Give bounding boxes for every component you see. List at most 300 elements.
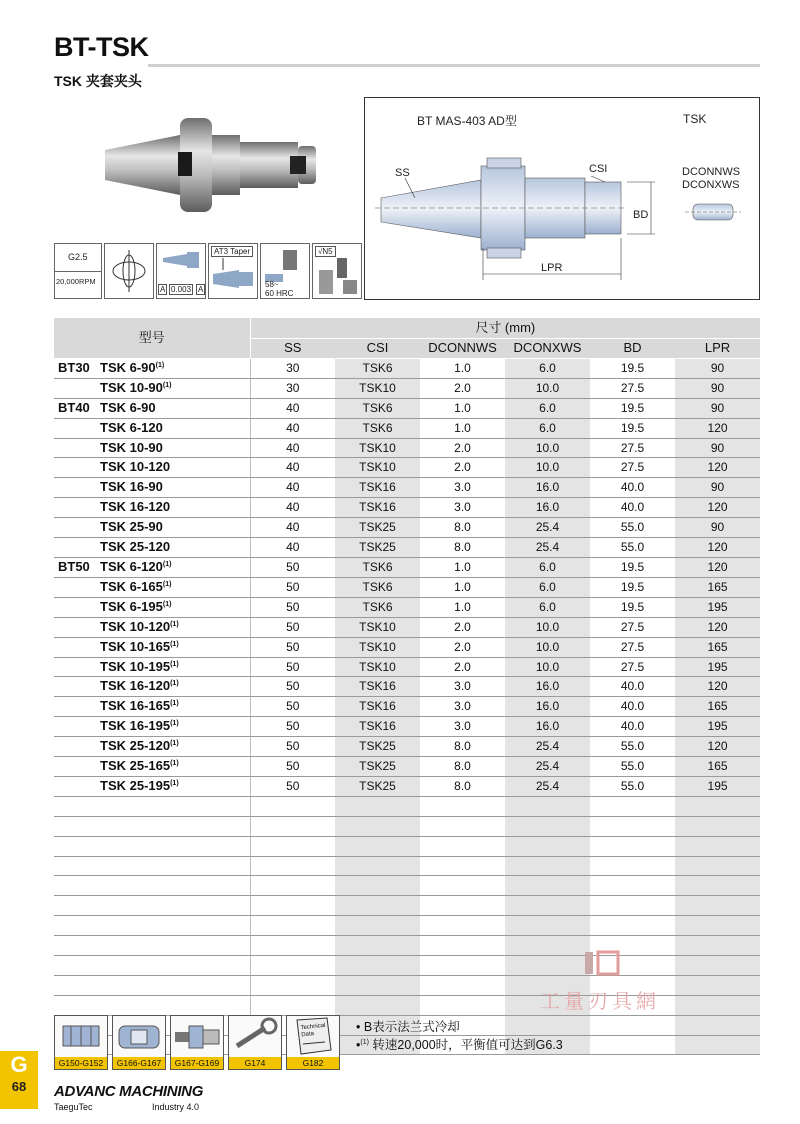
empty-cell: [250, 856, 335, 876]
model-header: 型号: [54, 318, 250, 358]
footnote-mark: (1): [162, 580, 172, 588]
model-cell: [54, 498, 250, 518]
cell-csi: TSK10: [335, 458, 420, 478]
cell-dconxws: 10.0: [505, 617, 590, 637]
empty-cell: [250, 896, 335, 916]
empty-cell: [590, 876, 675, 896]
brand-logo: [54, 1083, 204, 1112]
table-row: [54, 438, 760, 458]
model-cell: [54, 697, 250, 717]
model-name: TSK 10-120: [100, 618, 171, 634]
model-cell: [54, 358, 250, 378]
cell-lpr: 120: [675, 458, 760, 478]
col-header: BD: [590, 339, 675, 359]
empty-cell: [675, 1015, 760, 1035]
empty-cell: [675, 796, 760, 816]
cell-csi: TSK16: [335, 697, 420, 717]
cell-csi: TSK10: [335, 637, 420, 657]
model-cell: [54, 378, 250, 398]
cell-lpr: 195: [675, 776, 760, 796]
balance-icon: [104, 243, 154, 299]
cell-dconxws: 6.0: [505, 418, 590, 438]
empty-cell: [590, 836, 675, 856]
table-row: [54, 498, 760, 518]
model-name: TSK 16-90: [100, 479, 163, 495]
empty-cell: [420, 796, 505, 816]
cell-ss: 30: [250, 378, 335, 398]
empty-cell: [675, 876, 760, 896]
empty-row: [54, 916, 760, 936]
cell-dconxws: 10.0: [505, 657, 590, 677]
cell-dconnws: 3.0: [420, 697, 505, 717]
model-cell: [54, 557, 250, 577]
cell-lpr: 90: [675, 478, 760, 498]
table-row: [54, 418, 760, 438]
cell-ss: 50: [250, 717, 335, 737]
cell-ss: 40: [250, 398, 335, 418]
model-cell: [54, 637, 250, 657]
cell-lpr: 195: [675, 717, 760, 737]
watermark-text: 工量刃具網: [540, 991, 660, 1013]
cell-dconnws: 2.0: [420, 637, 505, 657]
model-name: TSK 10-195: [100, 658, 171, 674]
cell-csi: TSK16: [335, 498, 420, 518]
note-2: •$^{(1)}$ 转速20,000时，平衡值可达到G6.3: [356, 1038, 563, 1052]
page-subtitle: TSK 夹套夹头: [54, 73, 142, 89]
empty-cell: [335, 876, 420, 896]
table-row: [54, 577, 760, 597]
empty-cell: [335, 796, 420, 816]
cell-csi: TSK25: [335, 538, 420, 558]
cell-csi: TSK10: [335, 657, 420, 677]
cell-bd: 40.0: [590, 478, 675, 498]
empty-row: [54, 836, 760, 856]
footnote-mark: (1): [170, 779, 179, 787]
cell-bd: 27.5: [590, 637, 675, 657]
cell-ss: 50: [250, 737, 335, 757]
cell-csi: TSK25: [335, 518, 420, 538]
cell-csi: TSK10: [335, 438, 420, 458]
cell-bd: 40.0: [590, 697, 675, 717]
empty-cell: [505, 836, 590, 856]
brand-company: TaeguTec: [54, 1102, 93, 1112]
brand-tagline: Industry 4.0: [152, 1102, 200, 1112]
empty-cell: [420, 936, 505, 956]
empty-cell: [675, 896, 760, 916]
footnote-mark: (1): [155, 361, 165, 369]
cell-dconxws: 10.0: [505, 378, 590, 398]
spindle-group: BT40: [58, 399, 90, 415]
empty-cell: [590, 816, 675, 836]
model-cell: [54, 538, 250, 558]
model-name: TSK 6-195: [100, 598, 163, 614]
diagram-tsk-label: TSK: [683, 112, 707, 126]
col-header: SS: [250, 339, 335, 359]
model-cell: [54, 717, 250, 737]
footnote-mark: (1): [170, 660, 179, 668]
cell-dconnws: 1.0: [420, 557, 505, 577]
model-name: TSK 6-165: [100, 578, 163, 594]
empty-cell: [590, 896, 675, 916]
cell-csi: TSK10: [335, 378, 420, 398]
cell-lpr: 120: [675, 737, 760, 757]
cell-lpr: 195: [675, 597, 760, 617]
cell-dconnws: 8.0: [420, 518, 505, 538]
ref-wrench[interactable]: [228, 1015, 282, 1070]
cell-csi: TSK6: [335, 418, 420, 438]
label-bd: BD: [633, 209, 649, 221]
model-cell: [54, 836, 250, 856]
label-csi: CSI: [589, 163, 608, 175]
cell-csi: TSK10: [335, 617, 420, 637]
ref-label: G150-G152: [55, 1057, 107, 1069]
cell-ss: 40: [250, 438, 335, 458]
table-row: [54, 637, 760, 657]
table-row: [54, 697, 760, 717]
ref-nut[interactable]: [112, 1015, 166, 1070]
model-name: TSK 10-165: [100, 638, 171, 654]
footnote-mark: (1): [162, 560, 172, 568]
cell-dconxws: 25.4: [505, 776, 590, 796]
cell-bd: 55.0: [590, 757, 675, 777]
model-name: TSK 10-120: [100, 459, 171, 475]
empty-cell: [505, 896, 590, 916]
empty-cell: [420, 896, 505, 916]
cell-bd: 27.5: [590, 378, 675, 398]
empty-cell: [335, 836, 420, 856]
empty-cell: [505, 876, 590, 896]
empty-cell: [675, 916, 760, 936]
cell-dconxws: 6.0: [505, 358, 590, 378]
cell-bd: 19.5: [590, 577, 675, 597]
model-name: TSK 16-120: [100, 678, 171, 694]
cell-lpr: 120: [675, 617, 760, 637]
empty-cell: [335, 816, 420, 836]
empty-cell: [335, 975, 420, 995]
table-row: [54, 737, 760, 757]
table-row: [54, 717, 760, 737]
empty-row: [54, 896, 760, 916]
cell-csi: TSK16: [335, 677, 420, 697]
empty-cell: [590, 796, 675, 816]
model-name: TSK 16-120: [100, 499, 171, 515]
empty-cell: [250, 796, 335, 816]
model-cell: [54, 955, 250, 975]
model-name: TSK 25-120: [100, 738, 171, 754]
footnote-mark: (1): [170, 720, 179, 728]
empty-cell: [675, 836, 760, 856]
model-name: TSK 16-165: [100, 698, 171, 714]
cell-dconxws: 6.0: [505, 597, 590, 617]
empty-cell: [420, 975, 505, 995]
ref-label: G166-G167: [113, 1057, 165, 1069]
cell-bd: 55.0: [590, 776, 675, 796]
model-cell: [54, 398, 250, 418]
empty-cell: [420, 916, 505, 936]
cell-dconxws: 16.0: [505, 498, 590, 518]
cell-dconnws: 2.0: [420, 438, 505, 458]
cell-bd: 40.0: [590, 498, 675, 518]
model-name: TSK 25-90: [100, 519, 163, 535]
cell-dconnws: 1.0: [420, 577, 505, 597]
empty-cell: [420, 836, 505, 856]
ref-technical-data[interactable]: [286, 1015, 340, 1070]
section-letter: G: [10, 1052, 28, 1077]
empty-cell: [505, 916, 590, 936]
ref-label: G174: [229, 1057, 281, 1069]
footnote-mark: (1): [170, 760, 179, 768]
empty-row: [54, 856, 760, 876]
table-row: [54, 478, 760, 498]
cell-lpr: 90: [675, 378, 760, 398]
cell-lpr: 120: [675, 418, 760, 438]
cell-dconxws: 16.0: [505, 697, 590, 717]
table-row: [54, 398, 760, 418]
col-header: DCONNWS: [420, 339, 505, 359]
empty-cell: [505, 796, 590, 816]
cell-lpr: 120: [675, 557, 760, 577]
spindle-group: BT30: [58, 359, 90, 375]
empty-row: [54, 876, 760, 896]
cell-dconxws: 6.0: [505, 557, 590, 577]
empty-cell: [250, 995, 335, 1015]
cell-bd: 27.5: [590, 438, 675, 458]
cell-csi: TSK6: [335, 577, 420, 597]
label-lpr: LPR: [541, 262, 563, 274]
dimension-diagram: [364, 97, 760, 300]
cell-dconnws: 2.0: [420, 458, 505, 478]
model-name: TSK 16-195: [100, 718, 171, 734]
empty-cell: [590, 1015, 675, 1035]
cell-bd: 55.0: [590, 518, 675, 538]
page-number: 68: [11, 1079, 27, 1094]
cell-ss: 50: [250, 776, 335, 796]
model-cell: [54, 816, 250, 836]
cell-csi: TSK16: [335, 717, 420, 737]
surface-roughness-icon: √N5: [312, 243, 362, 299]
cell-ss: 50: [250, 657, 335, 677]
cell-dconnws: 8.0: [420, 737, 505, 757]
cell-dconxws: 10.0: [505, 438, 590, 458]
cell-bd: 27.5: [590, 657, 675, 677]
cell-dconxws: 25.4: [505, 518, 590, 538]
footnote-mark: (1): [170, 700, 179, 708]
empty-cell: [335, 955, 420, 975]
cell-dconxws: 6.0: [505, 577, 590, 597]
table-row: [54, 358, 760, 378]
cell-dconnws: 8.0: [420, 757, 505, 777]
model-name: TSK 6-120: [100, 558, 163, 574]
footnote-mark: (1): [170, 640, 179, 648]
cell-ss: 40: [250, 518, 335, 538]
cell-dconxws: 6.0: [505, 398, 590, 418]
cell-dconnws: 2.0: [420, 657, 505, 677]
footnote-mark: (1): [170, 680, 179, 688]
hardness-icon: 58~ 60 HRC: [260, 243, 310, 299]
title-rule: [148, 64, 760, 67]
table-row: [54, 776, 760, 796]
model-cell: [54, 975, 250, 995]
model-cell: [54, 995, 250, 1015]
cell-csi: TSK16: [335, 478, 420, 498]
cell-dconxws: 10.0: [505, 637, 590, 657]
empty-cell: [420, 995, 505, 1015]
label-ss: SS: [395, 167, 410, 179]
cell-bd: 19.5: [590, 358, 675, 378]
model-cell: [54, 896, 250, 916]
cell-dconnws: 8.0: [420, 776, 505, 796]
technical-data-card-text: Technical Data: [300, 1022, 326, 1039]
spec-table: [54, 318, 760, 1055]
cell-lpr: 90: [675, 398, 760, 418]
brand-name: ADVANC MACHINING: [54, 1083, 204, 1100]
cell-dconnws: 8.0: [420, 538, 505, 558]
empty-cell: [420, 876, 505, 896]
table-row: [54, 458, 760, 478]
cell-dconxws: 16.0: [505, 717, 590, 737]
cell-dconnws: 2.0: [420, 617, 505, 637]
cell-csi: TSK6: [335, 557, 420, 577]
table-row: [54, 557, 760, 577]
empty-row: [54, 796, 760, 816]
cell-dconnws: 1.0: [420, 418, 505, 438]
cell-ss: 40: [250, 498, 335, 518]
empty-row: [54, 816, 760, 836]
cell-ss: 40: [250, 478, 335, 498]
model-cell: [54, 916, 250, 936]
taper-icon: AT3 Taper: [208, 243, 258, 299]
col-header: DCONXWS: [505, 339, 590, 359]
cell-ss: 50: [250, 557, 335, 577]
model-cell: [54, 518, 250, 538]
col-header: LPR: [675, 339, 760, 359]
model-name: TSK 25-195: [100, 777, 171, 793]
cell-dconxws: 25.4: [505, 757, 590, 777]
empty-cell: [420, 816, 505, 836]
empty-cell: [250, 876, 335, 896]
runout-icon: A 0.003 A: [156, 243, 206, 299]
cell-bd: 19.5: [590, 418, 675, 438]
cell-lpr: 90: [675, 358, 760, 378]
cell-bd: 27.5: [590, 617, 675, 637]
spec-icon-strip: [54, 243, 362, 301]
ref-pull-stud[interactable]: [170, 1015, 224, 1070]
table-row: [54, 657, 760, 677]
empty-cell: [250, 916, 335, 936]
footnote-mark: (1): [162, 600, 172, 608]
empty-cell: [505, 816, 590, 836]
cell-lpr: 165: [675, 757, 760, 777]
cell-ss: 40: [250, 538, 335, 558]
cell-ss: 50: [250, 637, 335, 657]
model-cell: [54, 657, 250, 677]
table-row: [54, 378, 760, 398]
empty-cell: [675, 856, 760, 876]
model-name: TSK 25-165: [100, 758, 171, 774]
cell-dconxws: 25.4: [505, 538, 590, 558]
cell-bd: 19.5: [590, 557, 675, 577]
table-row: [54, 757, 760, 777]
model-name: TSK 6-90: [100, 399, 156, 415]
cell-dconnws: 2.0: [420, 378, 505, 398]
cell-lpr: 120: [675, 677, 760, 697]
label-dconxws: DCONXWS: [682, 179, 740, 191]
cell-bd: 27.5: [590, 458, 675, 478]
cell-lpr: 90: [675, 518, 760, 538]
cell-dconnws: 3.0: [420, 478, 505, 498]
model-cell: [54, 478, 250, 498]
page-title: BT-TSK: [54, 32, 149, 62]
cell-bd: 40.0: [590, 717, 675, 737]
model-cell: [54, 677, 250, 697]
empty-cell: [335, 916, 420, 936]
table-row: [54, 538, 760, 558]
cell-ss: 50: [250, 617, 335, 637]
cell-dconnws: 1.0: [420, 358, 505, 378]
model-name: TSK 10-90: [100, 379, 163, 395]
label-dconnws: DCONNWS: [682, 166, 741, 178]
cell-ss: 50: [250, 697, 335, 717]
model-name: TSK 6-120: [100, 419, 163, 435]
cell-csi: TSK25: [335, 776, 420, 796]
cell-ss: 40: [250, 458, 335, 478]
cell-dconxws: 16.0: [505, 677, 590, 697]
cell-ss: 50: [250, 577, 335, 597]
cell-bd: 55.0: [590, 538, 675, 558]
model-cell: [54, 438, 250, 458]
model-cell: [54, 936, 250, 956]
ref-collet[interactable]: [54, 1015, 108, 1070]
model-cell: [54, 597, 250, 617]
cell-bd: 19.5: [590, 398, 675, 418]
model-cell: [54, 458, 250, 478]
model-name: TSK 25-120: [100, 539, 171, 555]
model-cell: [54, 737, 250, 757]
col-header: CSI: [335, 339, 420, 359]
model-cell: [54, 796, 250, 816]
footnote-mark: (1): [170, 740, 179, 748]
empty-cell: [675, 1035, 760, 1055]
cell-bd: 55.0: [590, 737, 675, 757]
cell-ss: 40: [250, 418, 335, 438]
model-cell: [54, 617, 250, 637]
cell-ss: 50: [250, 677, 335, 697]
empty-cell: [420, 856, 505, 876]
page-tab: [0, 1051, 38, 1109]
cell-lpr: 90: [675, 438, 760, 458]
empty-cell: [675, 816, 760, 836]
empty-cell: [250, 955, 335, 975]
note-1: • B表示法兰式冷却: [356, 1020, 460, 1034]
empty-cell: [505, 856, 590, 876]
reference-cards: [54, 1015, 340, 1070]
cell-dconnws: 3.0: [420, 717, 505, 737]
cell-lpr: 165: [675, 637, 760, 657]
spindle-group: BT50: [58, 558, 90, 574]
diagram-title: BT MAS-403 AD型: [417, 114, 517, 128]
model-name: TSK 6-90: [100, 359, 156, 375]
cell-bd: 40.0: [590, 677, 675, 697]
model-name: TSK 10-90: [100, 439, 163, 455]
cell-dconxws: 10.0: [505, 458, 590, 478]
cell-csi: TSK6: [335, 358, 420, 378]
empty-cell: [250, 975, 335, 995]
cell-csi: TSK6: [335, 597, 420, 617]
table-row: [54, 518, 760, 538]
cell-dconnws: 1.0: [420, 597, 505, 617]
table-row: [54, 597, 760, 617]
model-cell: [54, 757, 250, 777]
